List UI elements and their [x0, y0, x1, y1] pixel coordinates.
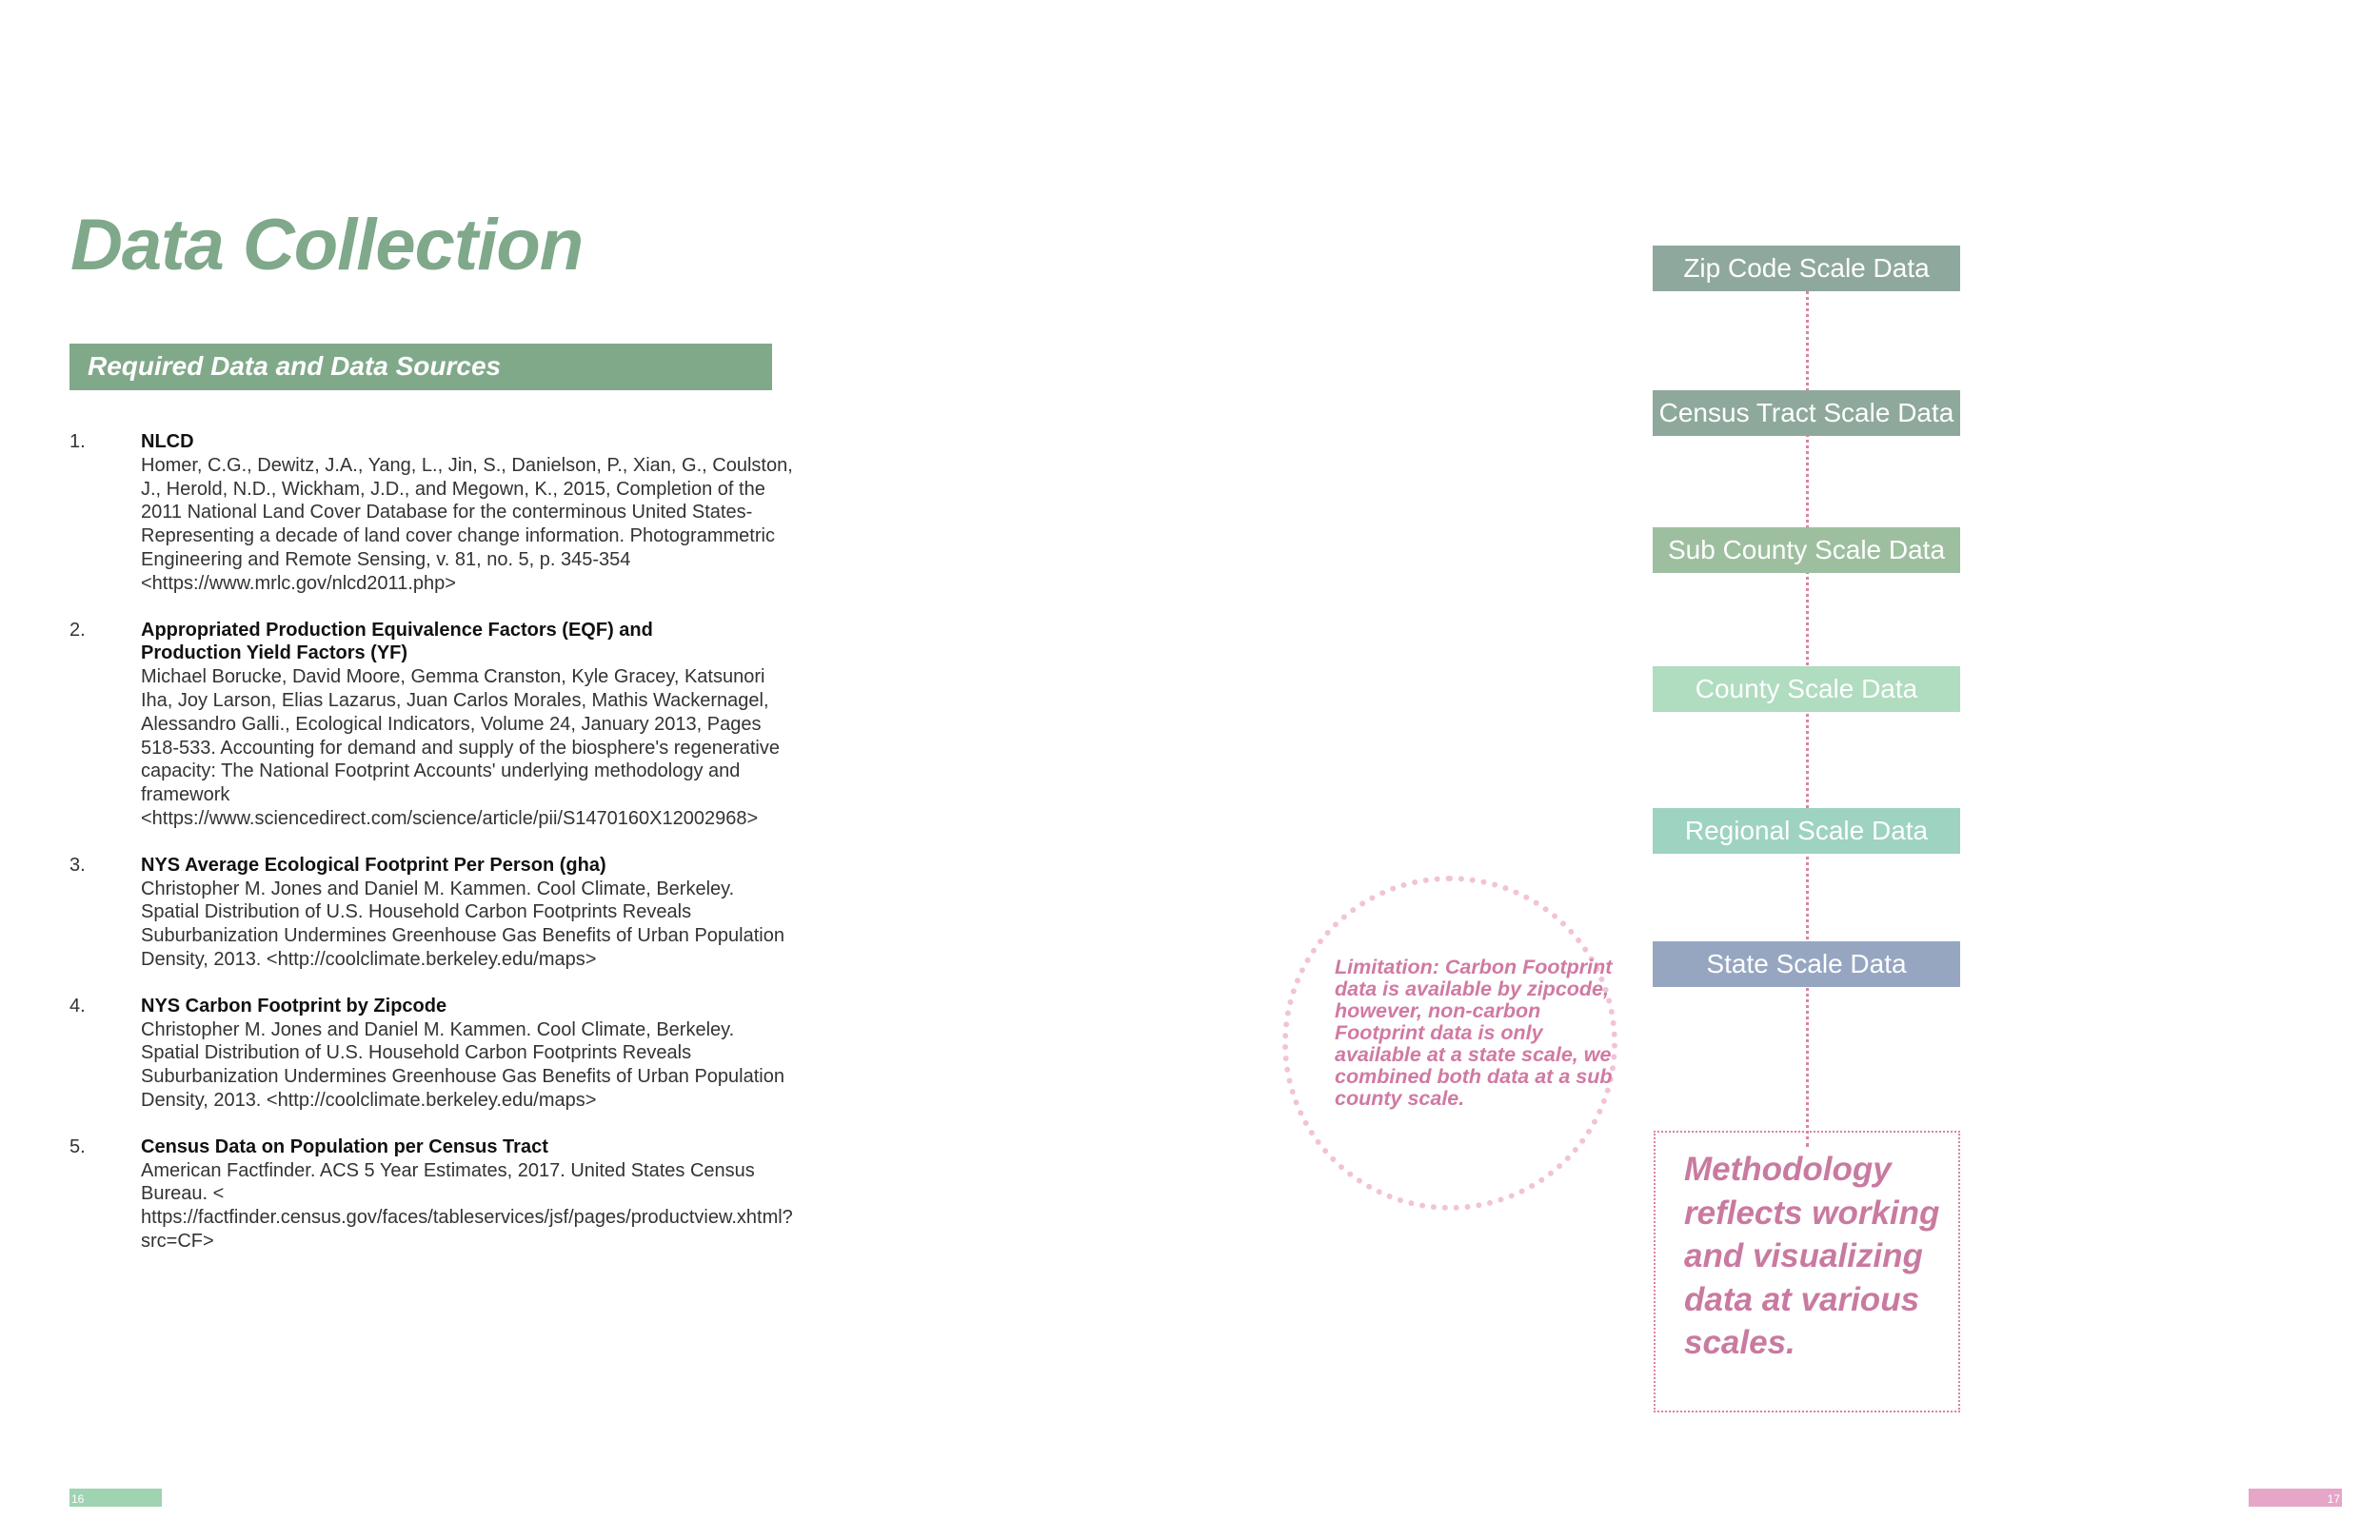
- reference-item: [69, 854, 793, 972]
- reference-body: Christopher M. Jones and Daniel M. Kammen. Cool Climate, Berkeley. Spatial Distribution of U.S. Household Carbon Footprints Reveals Suburbanization Undermines Greenhouse Gas Benefits of Urban Population Density, 2013. <http://coolclimate.berkeley.edu/maps>: [141, 878, 784, 970]
- reference-title: Census Data on Population per Census Tract: [141, 1135, 548, 1157]
- limitation-note: Limitation: Carbon Footprint data is available by zipcode, however, non-carbon Footprint data is only available at a state scale, we combined both data at a sub county scale.: [1335, 956, 1613, 1110]
- reference-body: Homer, C.G., Dewitz, J.A., Yang, L., Jin, S., Danielson, P., Xian, G., Coulston, J., Herold, N.D., Wickham, J.D., and Megown, K., 2015, Completion of the 2011 National Land Cover Database for the conterminous United States-Representing a decade of land cover change information. Photogrammetric Engineering and Remote Sensing, v. 81, no. 5, p. 345-354 <https://www.mrlc.gov/nlcd2011.php>: [141, 454, 793, 594]
- reference-item: [69, 995, 793, 1113]
- reference-list: [69, 430, 793, 1276]
- reference-item: [69, 430, 793, 596]
- reference-number: 4.: [69, 995, 86, 1017]
- methodology-text: Methodology reflects working and visualizing data at various scales.: [1684, 1151, 1940, 1361]
- reference-number: 3.: [69, 854, 86, 876]
- scale-label: Zip Code Scale Data: [1683, 253, 1930, 283]
- page-title: Data Collection: [70, 205, 584, 286]
- reference-item: [69, 619, 793, 831]
- scale-zip-code: [1653, 246, 1960, 291]
- scale-regional: [1653, 808, 1960, 854]
- scale-label: State Scale Data: [1706, 949, 1907, 978]
- scale-label: County Scale Data: [1695, 674, 1918, 703]
- reference-number: 1.: [69, 431, 86, 452]
- page-number-left: 16: [69, 1489, 162, 1507]
- scale-label: Regional Scale Data: [1684, 816, 1929, 845]
- section-heading-bar: [69, 344, 772, 390]
- scale-sub-county: [1653, 527, 1960, 573]
- scale-county: [1653, 666, 1960, 712]
- methodology-callout: [1654, 1131, 1960, 1412]
- scale-label: Sub County Scale Data: [1667, 535, 1946, 564]
- reference-body: Michael Borucke, David Moore, Gemma Cranston, Kyle Gracey, Katsunori Iha, Joy Larson, Elias Lazarus, Juan Carlos Morales, Mathis Wackernagel, Alessandro Galli., Ecological Indicators, Volume 24, January 2013, Pages 518-533. Accounting for demand and supply of the biosphere's regenerative capacity: The National Footprint Accounts' underlying methodology and framework <https://www.sciencedirect.com/science/article/pii/S1470160X12002968>: [141, 666, 780, 829]
- reference-number: 2.: [69, 619, 86, 641]
- reference-body: American Factfinder. ACS 5 Year Estimates, 2017. United States Census Bureau. < https://factfinder.census.gov/faces/tableservices/jsf/pages/productview.xhtml?src=CF>: [141, 1159, 793, 1252]
- reference-title: NYS Average Ecological Footprint Per Person (gha): [141, 854, 606, 876]
- reference-body: Christopher M. Jones and Daniel M. Kammen. Cool Climate, Berkeley. Spatial Distribution of U.S. Household Carbon Footprints Reveals Suburbanization Undermines Greenhouse Gas Benefits of Urban Population Density, 2013. <http://coolclimate.berkeley.edu/maps>: [141, 1018, 784, 1111]
- reference-title: NYS Carbon Footprint by Zipcode: [141, 995, 447, 1017]
- section-heading: Required Data and Data Sources: [88, 351, 502, 381]
- scale-label: Census Tract Scale Data: [1658, 398, 1954, 427]
- page-number-right: 17: [2249, 1489, 2342, 1507]
- reference-item: [69, 1135, 793, 1254]
- scale-census-tract: [1653, 390, 1960, 436]
- reference-number: 5.: [69, 1135, 86, 1157]
- reference-title: NLCD: [141, 431, 194, 452]
- reference-title: Appropriated Production Equivalence Factors (EQF) and Production Yield Factors (YF): [141, 619, 653, 664]
- scale-state: [1653, 941, 1960, 987]
